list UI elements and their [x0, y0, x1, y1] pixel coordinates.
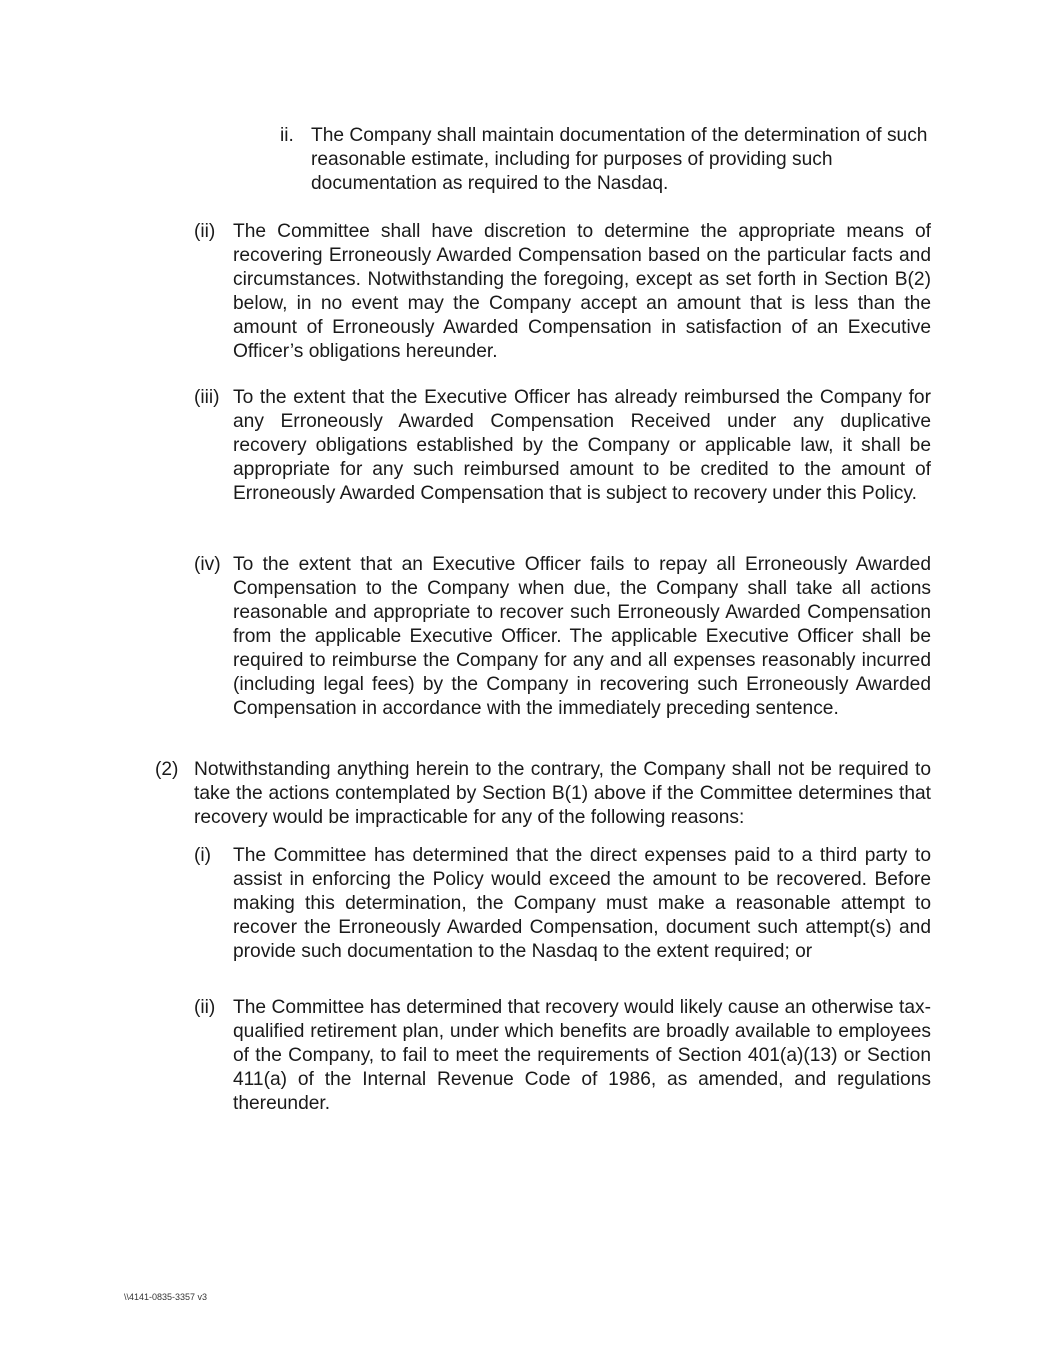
list-item-b2-ii: [194, 996, 931, 1116]
list-marker: (ii): [194, 221, 216, 242]
list-marker: (iv): [194, 554, 221, 575]
list-item-b2: [155, 758, 931, 830]
list-marker: ii.: [280, 125, 294, 146]
list-marker: (2): [155, 759, 179, 780]
list-marker: (i): [194, 845, 212, 866]
paragraph-text: The Committee has determined that recovery would likely cause an otherwise tax-qualified retirement plan, under which benefits are broadly available to employees of the Company, to fail to meet the requirements of Section 401(a)(13) or Section 411(a) of the Internal Revenue Code of 1986, as amended, and regulations thereunder.: [233, 997, 931, 1114]
paragraph-text: To the extent that the Executive Officer has already reimbursed the Company for any Erroneously Awarded Compensation Received under any duplicative recovery obligations established by the Company or applicable law, it shall be appropriate for any such reimbursed amount to be credited to the amount of Erroneously Awarded Compensation that is subject to recovery under this Policy.: [233, 387, 931, 504]
list-item-b1-iii: [194, 386, 931, 506]
list-item-ii-dot: [280, 124, 931, 196]
list-item-b1-iv: [194, 553, 931, 721]
paragraph-text: Notwithstanding anything herein to the contrary, the Company shall not be required to take the actions contemplated by Section B(1) above if the Committee determines that recovery would be impracticable for any of the following reasons:: [194, 759, 931, 828]
paragraph-text: The Committee has determined that the direct expenses paid to a third party to assist in enforcing the Policy would exceed the amount to be recovered. Before making this determination, the Company must make a reasonable attempt to recover the Erroneously Awarded Compensation, document such attempt(s) and provide such documentation to the Nasdaq to the extent required; or: [233, 845, 931, 962]
paragraph-text: The Company shall maintain documentation of the determination of such reasonable estimate, including for purposes of providing such documentation as required to the Nasdaq.: [311, 125, 928, 194]
list-item-b2-i: [194, 844, 931, 964]
list-marker: (ii): [194, 997, 216, 1018]
paragraph-text: The Committee shall have discretion to determine the appropriate means of recovering Erroneously Awarded Compensation based on the particular facts and circumstances. Notwithstanding the foregoing, except as set forth in Section B(2) below, in no event may the Company accept an amount that is less than the amount of Erroneously Awarded Compensation in satisfaction of an Executive Officer’s obligations hereunder.: [233, 221, 931, 362]
paragraph-text: To the extent that an Executive Officer fails to repay all Erroneously Awarded Compensation to the Company when due, the Company shall take all actions reasonable and appropriate to recover such Erroneously Awarded Compensation from the applicable Executive Officer. The applicable Executive Officer shall be required to reimburse the Company for any and all expenses reasonably incurred (including legal fees) by the Company in recovering such Erroneously Awarded Compensation in accordance with the immediately preceding sentence.: [233, 554, 931, 719]
list-marker: (iii): [194, 387, 220, 408]
document-id-footer: \\4141-0835-3357 v3: [124, 1292, 208, 1302]
list-item-b1-ii: [194, 220, 931, 364]
